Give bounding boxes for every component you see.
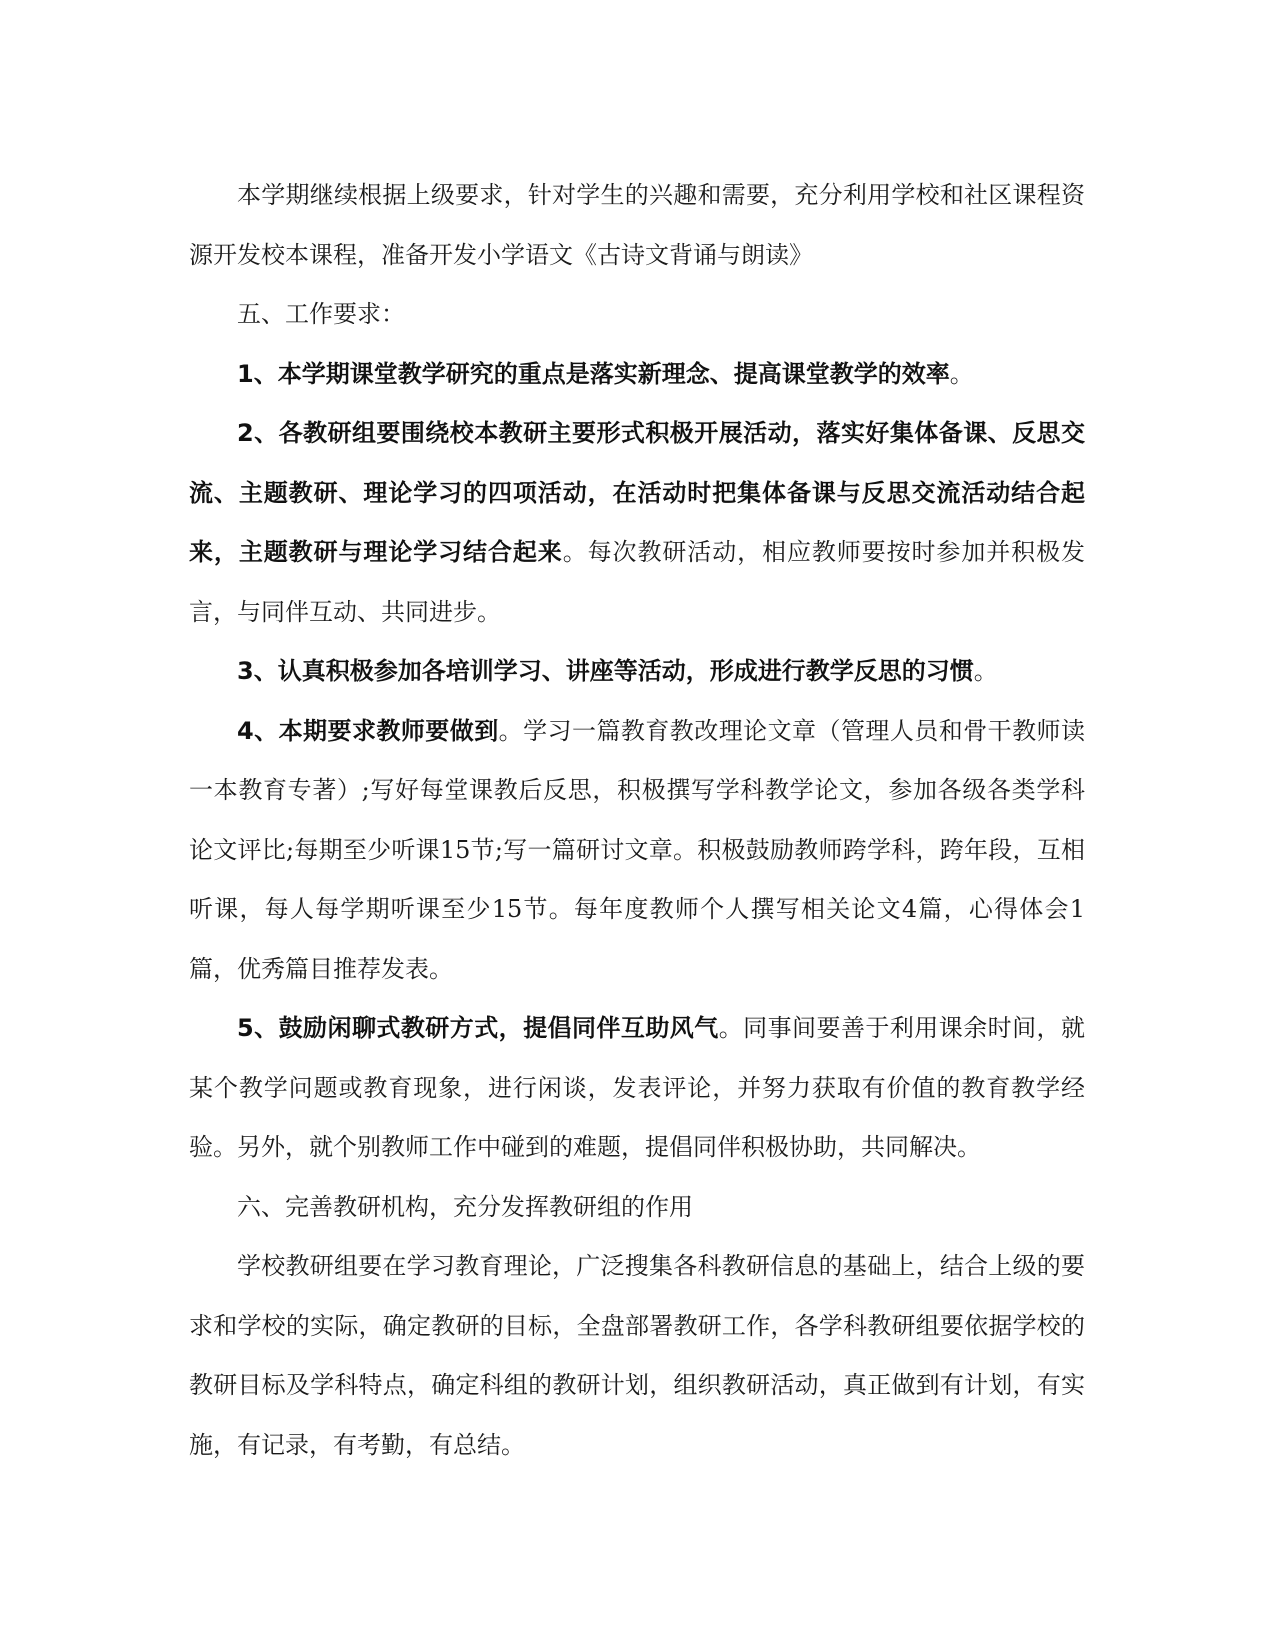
paragraph-text: 。	[949, 359, 974, 388]
requirement-item-1	[189, 345, 1085, 405]
requirement-lead: 5、鼓励闲聊式教研方式，提倡同伴互助风气	[237, 1014, 719, 1042]
requirement-item-3	[189, 642, 1085, 702]
paragraph-text: 五、工作要求：	[237, 300, 405, 328]
requirement-item-4	[189, 702, 1085, 1000]
section-heading-work-requirements	[189, 285, 1085, 345]
paragraph-text: 学校教研组要在学习教育理论，广泛搜集各科教研信息的基础上，结合上级的要求和学校的实际，确定教研的目标，全盘部署教研工作，各学科教研组要依据学校的教研目标及学科特点，确定科组的教研计划，组织教研活动，真正做到有计划，有实施，有记录，有考勤，有总结。	[189, 1252, 1085, 1459]
paragraph-text: 。	[973, 657, 998, 685]
document-body	[189, 166, 1085, 1475]
requirement-lead: 3、认真积极参加各培训学习、讲座等活动，形成进行教学反思的习惯	[237, 657, 974, 685]
paragraph-text: 。学习一篇教育教改理论文章（管理人员和骨干教师读一本教育专著）;写好每堂课教后反思，积极撰写学科教学论文，参加各级各类学科论文评比;每期至少听课15节;写一篇研讨文章。积极鼓励教师跨学科，跨年段，互相听课，每人每学期听课至少15节。每年度教师个人撰写相关论文4篇，心得体会1篇，优秀篇目推荐发表。	[189, 716, 1086, 983]
paragraph-text: 本学期继续根据上级要求，针对学生的兴趣和需要，充分利用学校和社区课程资源开发校本课程，准备开发小学语文《古诗文背诵与朗读》	[189, 181, 1085, 269]
paragraph-text: 六、完善教研机构，充分发挥教研组的作用	[237, 1192, 693, 1221]
section-heading-research-institution	[189, 1178, 1085, 1238]
requirement-item-5	[189, 999, 1085, 1178]
requirement-item-2	[189, 404, 1085, 642]
paragraph-text: 。同事间要善于利用课余时间，就某个教学问题或教育现象，进行闲谈，发表评论，并努力获取有价值的教育教学经验。另外，就个别教师工作中碰到的难题，提倡同伴积极协助，共同解决。	[189, 1014, 1086, 1161]
paragraph-text: 。每次教研活动，相应教师要按时参加并积极发言，与同伴互动、共同进步。	[189, 538, 1086, 626]
requirement-lead: 1、本学期课堂教学研究的重点是落实新理念、提高课堂教学的效率	[237, 359, 950, 388]
paragraph-research-group-duties	[189, 1237, 1085, 1475]
requirement-lead: 2、各教研组要围绕校本教研主要形式积极开展活动，落实好集体备课、反思交流、主题教研、理论学习的四项活动，在活动时把集体备课与反思交流活动结合起来，主题教研与理论学习结合起来	[189, 419, 1085, 566]
paragraph-school-curriculum	[189, 166, 1085, 285]
requirement-lead: 4、本期要求教师要做到	[237, 716, 499, 745]
